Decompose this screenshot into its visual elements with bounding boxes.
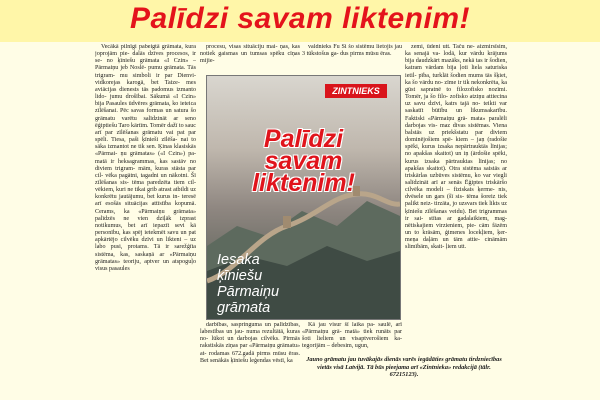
article-column-4 [405, 44, 507, 398]
article-text: valdnieks Fu Si šo sistēmu lietojis jau 3 tūkstošus ga- dus pirms mūsu ēras. [302, 44, 402, 58]
right-margin [510, 42, 600, 400]
article-column-2-bottom [200, 322, 300, 398]
title-banner [0, 0, 600, 42]
article-column-3-top [302, 44, 402, 74]
book-cover-image [206, 75, 401, 320]
article-text: Kā jau visur šī laika pa- saulē, arī «Pārmaiņu grā- matā» tiek runāts par šoti lieliem un visaptverošiem ka- tegorijām – debesim, ugun, [302, 322, 402, 350]
article-text: procesu, visas situāciju mai- ņas, kas notiek gaismas un tumsas spēku cīņas mijie- [200, 44, 300, 65]
article-text: darbības, saspringuma un palīdzības, labestības un jau- numa rezultātā, kuras no- lūkot un darbojas cilvēks. Pirmās rakstiskās ziņas par «Pārmaiņu grāmatu» at- rodamas 672.gadā pirms mūsu ēras. Bet senākās ķīniešu leģendas vēstī, ka [200, 322, 300, 364]
book-title: Palīdzi savam liktenim! [252, 125, 355, 197]
article-column-2-top [200, 44, 300, 74]
article-text: zemi, ūdeni utt. Taču ne- aizmirsīsim, ka senajā va- lodā, kur vārdu krājums bija daudzkārt mazāks, nekā tas ir šodien, katram vārdam bija ļoti liela saturiska ietil- pība, turklāt šodien mums tās šķiet, ka šo vārdu no- zīme ir tik nekonkrēta, ka gūst sapratnē to filozofisko nozīmi. Tomēr, ja šo filo- zofisko atziņu attiecina uz savu dzīvi, katrs tajā no- teikti var saskatīt būtību un likumsakarību. Faktiski «Pārmaiņu grā- mata» paralēli darbojas vis- maz divas sistēmas. Viena balstās uz priekšstatu par diviem dominējošiem spē- kiem – jaņ (radošie spēki, kurus izsaka nepārtrauktās līnijas; no apakšas skaitot) un iņ (ārdošie spēki, kurus izsaka pārtrauktas līnijas; no apakšas skaitot). Otra sistēma saistās ar triskārlas uzbūves sistēmu, ko var viegli salīdzināt arī ar senās Ēģiptes triskāršo cilvēka modeli – fiziskais ķerme- nis, dvēsele un gars (šī sis- tēma šoreiz tiek palikt neiz- tirzāta, jo uzsvars tiek likts uz ķīniešu zīlēšanas veidu). Bet trigrammas ir sai- stītas ar gadalaikiem, mag- nētiskajiem virzieniem, pie- cām fāzēm un to krāsām, ģimenes locekļiem, ķer- meņa daļām un tām attie- cināmām slimībām, skait- ļiem utt. [405, 44, 507, 251]
publisher-logo: ZINTNIEKS [325, 84, 387, 98]
article-column-3-bottom [302, 322, 402, 358]
article-column-1 [95, 44, 196, 398]
caption: Jauno grāmatu jau tuvākajās dienās varēs iegādāties grāmatu tirdzniecības vietās visā Latvijā. Tā būs pieejama arī «Zintnieka» redakcijā (tālr. 67215123). [306, 356, 502, 379]
page-title: Palīdzi savam liktenim! [130, 2, 470, 35]
article-text: Vecākā pilnīgi pabeigtā grāmata, kura joprojām pie- dalās dzīves procesos, ir se- no ķīniešu grāmata «I Czin» – Pārmaiņu jeb Noslē- pumu grāmata. Tās trigram- mu simboli ir par Dienvi- vidkorejas karogā, bet Taize- mes aviācijas dienests tās padomus izmanto lido- jumu drošībai. Sākumā «I Czin» bija Pasaules ūdvēres grāmata, ko ieteica zīlēšanai. Pēc savas formas un satura šo grāmatu varētu salīdzināt ar seno ēģiptiešu Taro kārtīm. Tomēr dažī to sauc arī par zīlēšanas grāmatu vai pat par spēli. Tiesa, paši ķīnieši zīlēša- nai to sāka izmantot ne tik sen. Ķinas klasiskās «Pārmai- ņu grāmatas» («I Czin») pa- matā ir heksagrammas, kas sastāv no diviem trigram- mām, kuras stāsta par cil- vēka pagātni, tagadni un nākotni. Šī zīlēšanas sis- tēma paredzēta tiem cil- vēkiem, kuri ne tikai grib atrast atbildi uz konkrētu jautājumu, bet kurus in- teresē arī esošās situācijas attīstība kopumā. Cerams, ka «Pārmaiņu grāmata» palīdzēs ne vien dziļāk izprast notikumus, bet arī iepazīt sevi kā personību, kas spēj ietekmēt savu un pat apkārtējo cilvēku dzīvi un likteni – uz labo pusi, protams. Tā ir sarežģīta sistēma, kas, saskaņā ar «Pārmaiņu grāmatas» teoriju, aptver un atspoguļo visus pasaules [95, 44, 196, 272]
book-subtitle: Iesaka ķīniešu Pārmaiņu grāmata [217, 252, 280, 316]
left-margin [0, 42, 92, 400]
